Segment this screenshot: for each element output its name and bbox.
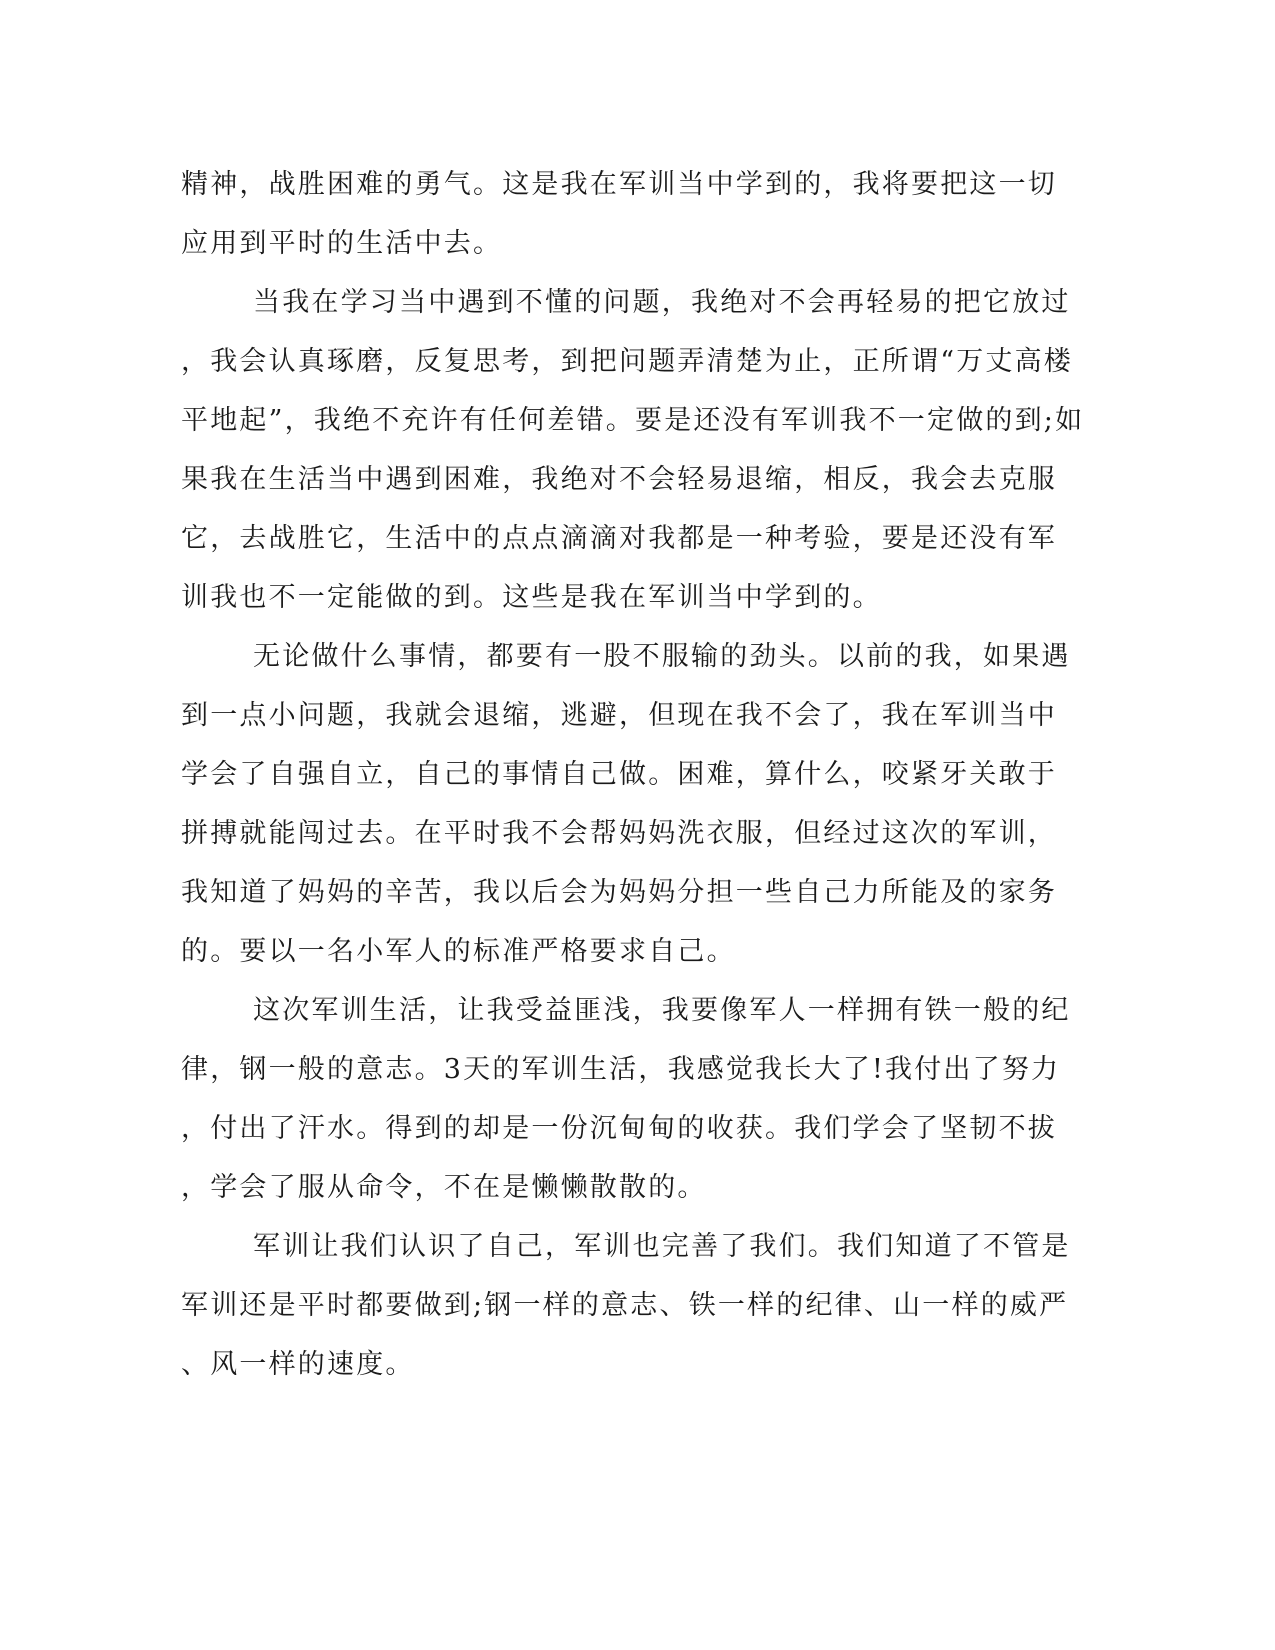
text-line: 精神，战胜困难的勇气。这是我在军训当中学到的，我将要把这一切 — [181, 169, 1057, 200]
body-text — [181, 155, 1085, 1394]
text-line: 到一点小问题，我就会退缩，逃避，但现在我不会了，我在军训当中 — [181, 700, 1057, 731]
paragraph-start-line: 军训让我们认识了自己，军训也完善了我们。我们知道了不管是 — [253, 1231, 1071, 1262]
paragraph-start-line: 当我在学习当中遇到不懂的问题，我绝对不会再轻易的把它放过 — [253, 287, 1071, 318]
text-line: 果我在生活当中遇到困难，我绝对不会轻易退缩，相反，我会去克服 — [181, 464, 1057, 495]
text-line: ，学会了服从命令，不在是懒懒散散的。 — [181, 1172, 707, 1203]
text-line: 平地起”，我绝不充许有任何差错。要是还没有军训我不一定做的到;如 — [181, 405, 1085, 436]
text-line: 律，钢一般的意志。3天的军训生活，我感觉我长大了!我付出了努力 — [181, 1054, 1061, 1085]
text-line: 训我也不一定能做的到。这些是我在军训当中学到的。 — [181, 582, 882, 613]
text-line: 的。要以一名小军人的标准严格要求自己。 — [181, 936, 736, 967]
text-line: 应用到平时的生活中去。 — [181, 228, 503, 259]
text-line: 拼搏就能闯过去。在平时我不会帮妈妈洗衣服，但经过这次的军训， — [181, 818, 1057, 849]
paragraph-start-line: 无论做什么事情，都要有一股不服输的劲头。以前的我，如果遇 — [253, 641, 1071, 672]
text-line: 我知道了妈妈的辛苦，我以后会为妈妈分担一些自己力所能及的家务 — [181, 877, 1057, 908]
text-line: 、风一样的速度。 — [181, 1349, 415, 1380]
text-line: ，我会认真琢磨，反复思考，到把问题弄清楚为止，正所谓“万丈高楼 — [181, 346, 1074, 377]
text-line: ，付出了汗水。得到的却是一份沉甸甸的收获。我们学会了坚韧不拔 — [181, 1113, 1057, 1144]
paragraph-start-line: 这次军训生活，让我受益匪浅，我要像军人一样拥有铁一般的纪 — [253, 995, 1071, 1026]
text-line: 它，去战胜它，生活中的点点滴滴对我都是一种考验，要是还没有军 — [181, 523, 1057, 554]
text-line: 学会了自强自立，自己的事情自己做。困难，算什么，咬紧牙关敢于 — [181, 759, 1057, 790]
text-line: 军训还是平时都要做到;钢一样的意志、铁一样的纪律、山一样的威严 — [181, 1290, 1069, 1321]
